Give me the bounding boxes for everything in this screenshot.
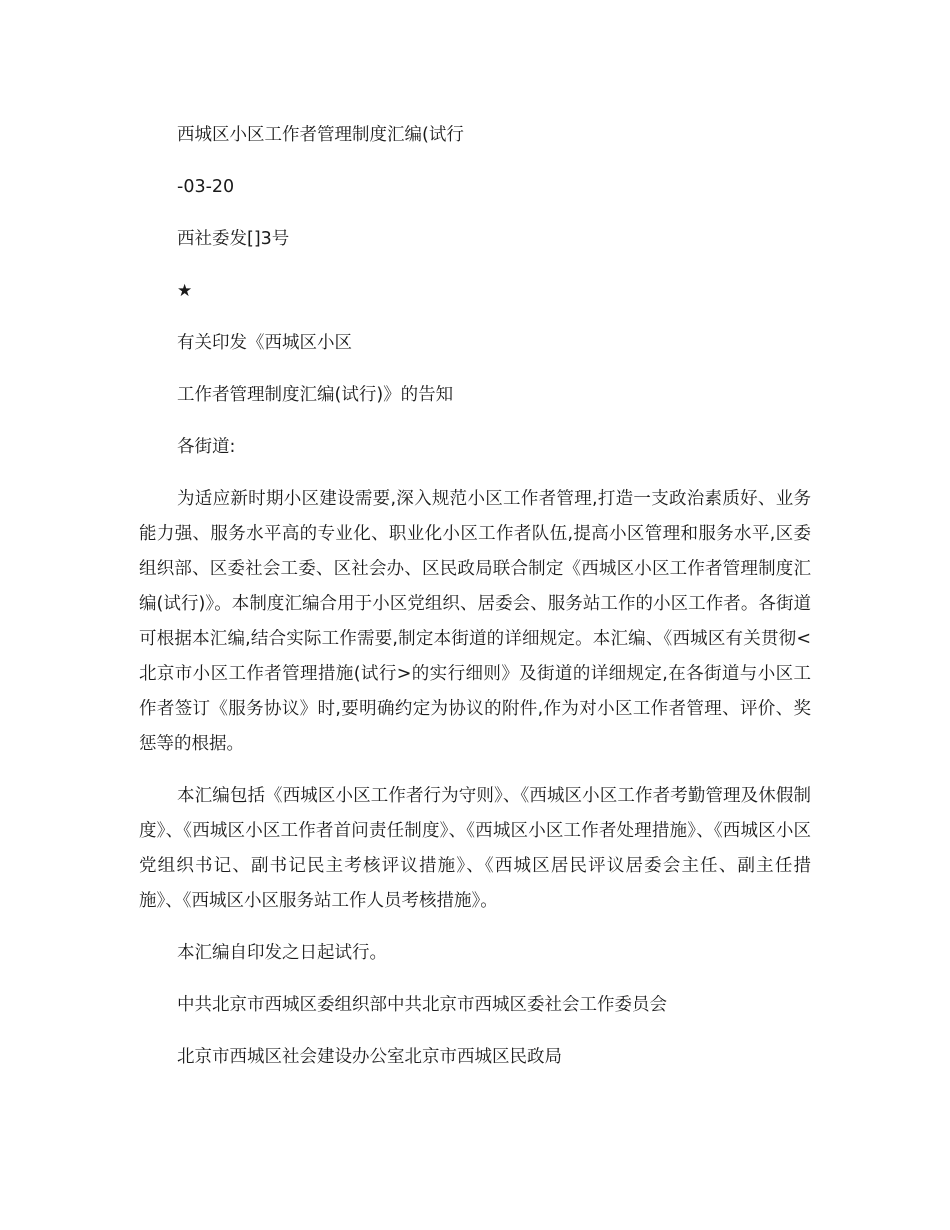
body-paragraph-1: 为适应新时期小区建设需要,深入规范小区工作者管理,打造一支政治素质好、业务能力强、服务水平高的专业化、职业化小区工作者队伍,提高小区管理和服务水平,区委组织部、区委社会工委、区社会办、区民政局联合制定《西城区小区工作者管理制度汇编(试行)》。本制度汇编合用于小区党组织、居委会、服务站工作的小区工作者。各街道可根据本汇编,结合实际工作需要,制定本街道的详细规定。本汇编、《西城区有关贯彻<北京市小区工作者管理措施(试行>的实行细则》及街道的详细规定,在各街道与小区工作者签订《服务协议》时,要明确约定为协议的附件,作为对小区工作者管理、评价、奖惩等的根据。 bbox=[139, 489, 811, 754]
document-date: -03-20 bbox=[177, 177, 235, 197]
body-paragraph-3: 本汇编自印发之日起试行。 bbox=[177, 943, 387, 963]
issuer-line-2: 北京市西城区社会建设办公室北京市西城区民政局 bbox=[177, 1047, 562, 1067]
document-body bbox=[139, 118, 811, 1092]
notice-title-line-1: 有关印发《西城区小区 bbox=[177, 333, 352, 353]
salutation: 各街道: bbox=[177, 437, 236, 457]
body-paragraph-2: 本汇编包括《西城区小区工作者行为守则》、《西城区小区工作者考勤管理及休假制度》、《西城区小区工作者首问责任制度》、《西城区小区工作者处理措施》、《西城区小区党组织书记、副书记民主考核评议措施》、《西城区居民评议居委会主任、副主任措施》、《西城区小区服务站工作人员考核措施》。 bbox=[139, 786, 811, 911]
document-title: 西城区小区工作者管理制度汇编(试行 bbox=[177, 125, 464, 145]
issuer-line-1: 中共北京市西城区委组织部中共北京市西城区委社会工作委员会 bbox=[177, 995, 667, 1015]
document-number: 西社委发[]3号 bbox=[177, 229, 290, 249]
notice-title-line-2: 工作者管理制度汇编(试行)》的告知 bbox=[177, 385, 454, 405]
star-icon: ★ bbox=[177, 281, 193, 301]
